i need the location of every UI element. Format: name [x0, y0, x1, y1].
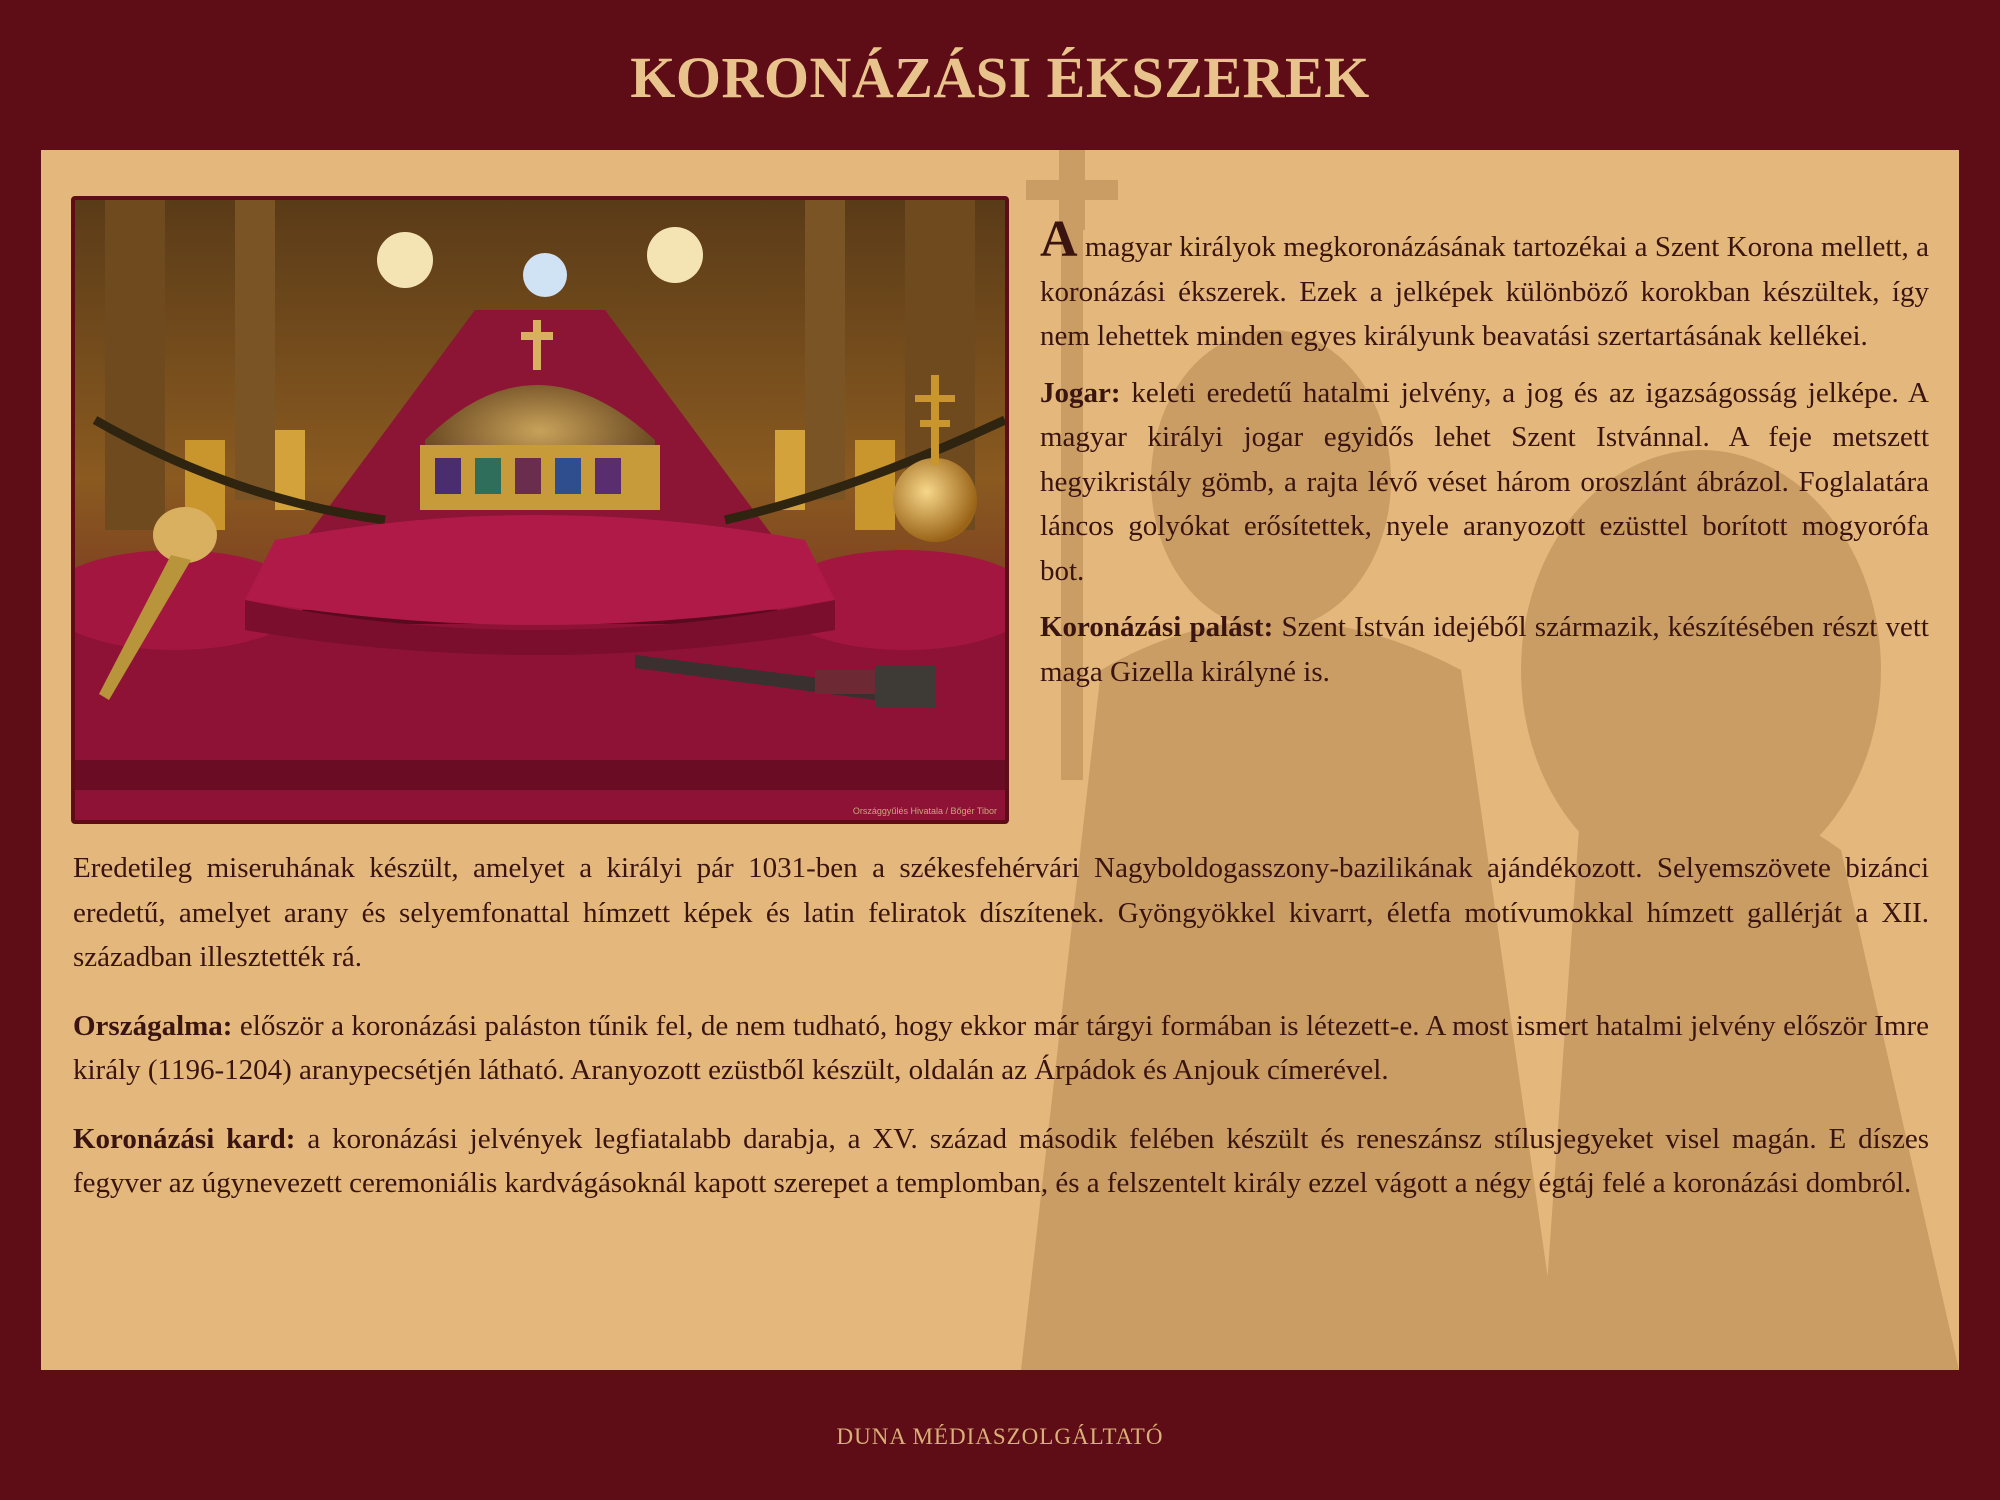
footer-publisher: DUNA MÉDIASZOLGÁLTATÓ [836, 1424, 1164, 1449]
kard-term: Koronázási kard: [73, 1122, 296, 1155]
intro-paragraph [1040, 211, 1929, 359]
crown-jewels-photo [71, 196, 1009, 824]
palast-paragraph [1040, 605, 1929, 694]
orszagalma-text: először a koronázási paláston tűnik fel, de nem tudható, hogy ekkor már tárgyi formában is létezett-e. A most ismert hatalmi jelvény először Imre király (1196-1204) aranypecsétjén látható. Aranyozott ezüstből készült, oldalán az Árpádok és Anjouk címerével. [73, 1009, 1929, 1086]
palast-continuation: Eredetileg miseruhának készült, amelyet a királyi pár 1031-ben a székesfehérvári Nagyboldogasszony-bazilikának ajándékozott. Selyemszövete bizánci eredetű, amelyet arany és selyemfonattal hímzett képek és latin feliratok díszítenek. Gyöngyökkel kivarrt, életfa motívumokkal hímzett gallérját a XII. században illesztették rá. [73, 852, 1929, 973]
content-panel [41, 150, 1959, 1370]
orszagalma-term: Országalma: [73, 1009, 233, 1042]
drop-cap: A [1040, 211, 1078, 268]
right-text-column [1040, 211, 1929, 706]
page-title: KORONÁZÁSI ÉKSZEREK [630, 45, 1370, 110]
kard-text: a koronázási jelvények legfiatalabb darabja, a XV. század második felében készült és reneszánsz stílusjegyeket visel magán. E díszes fegyver az úgynevezett ceremoniális kardvágásoknál kapott szerepet a templomban, és a felszentelt király ezzel vágott a négy égtáj felé a koronázási dombról. [73, 1122, 1929, 1199]
photo-credit: Országgyűlés Hivatala / Bőgér Tibor [852, 806, 997, 816]
jogar-term: Jogar: [1040, 376, 1121, 409]
palast-term: Koronázási palást: [1040, 611, 1274, 643]
intro-text: magyar királyok megkoronázásának tartozékai a Szent Korona mellett, a koronázási ékszerek. Ezek a jelképek különböző korokban készültek, így nem lehettek minden egyes királyunk beavatási szertartásának kellékei. [1040, 231, 1929, 352]
jogar-paragraph [1040, 371, 1929, 594]
full-width-text [73, 846, 1929, 1230]
orszagalma-paragraph [73, 1004, 1929, 1093]
palast-text: Szent István idejéből származik, készítésében részt vett maga Gizella királyné is. [1040, 611, 1929, 688]
jogar-text: keleti eredetű hatalmi jelvény, a jog és az igazságosság jelképe. A magyar királyi jogar egyidős lehet Szent Istvánnal. A feje metszett hegyikristály gömb, a rajta lévő véset három oroszlánt ábrázol. Foglalatára láncos golyókat erősítettek, nyele aranyozott ezüsttel borított mogyorófa bot. [1040, 376, 1929, 587]
kard-paragraph [73, 1117, 1929, 1206]
